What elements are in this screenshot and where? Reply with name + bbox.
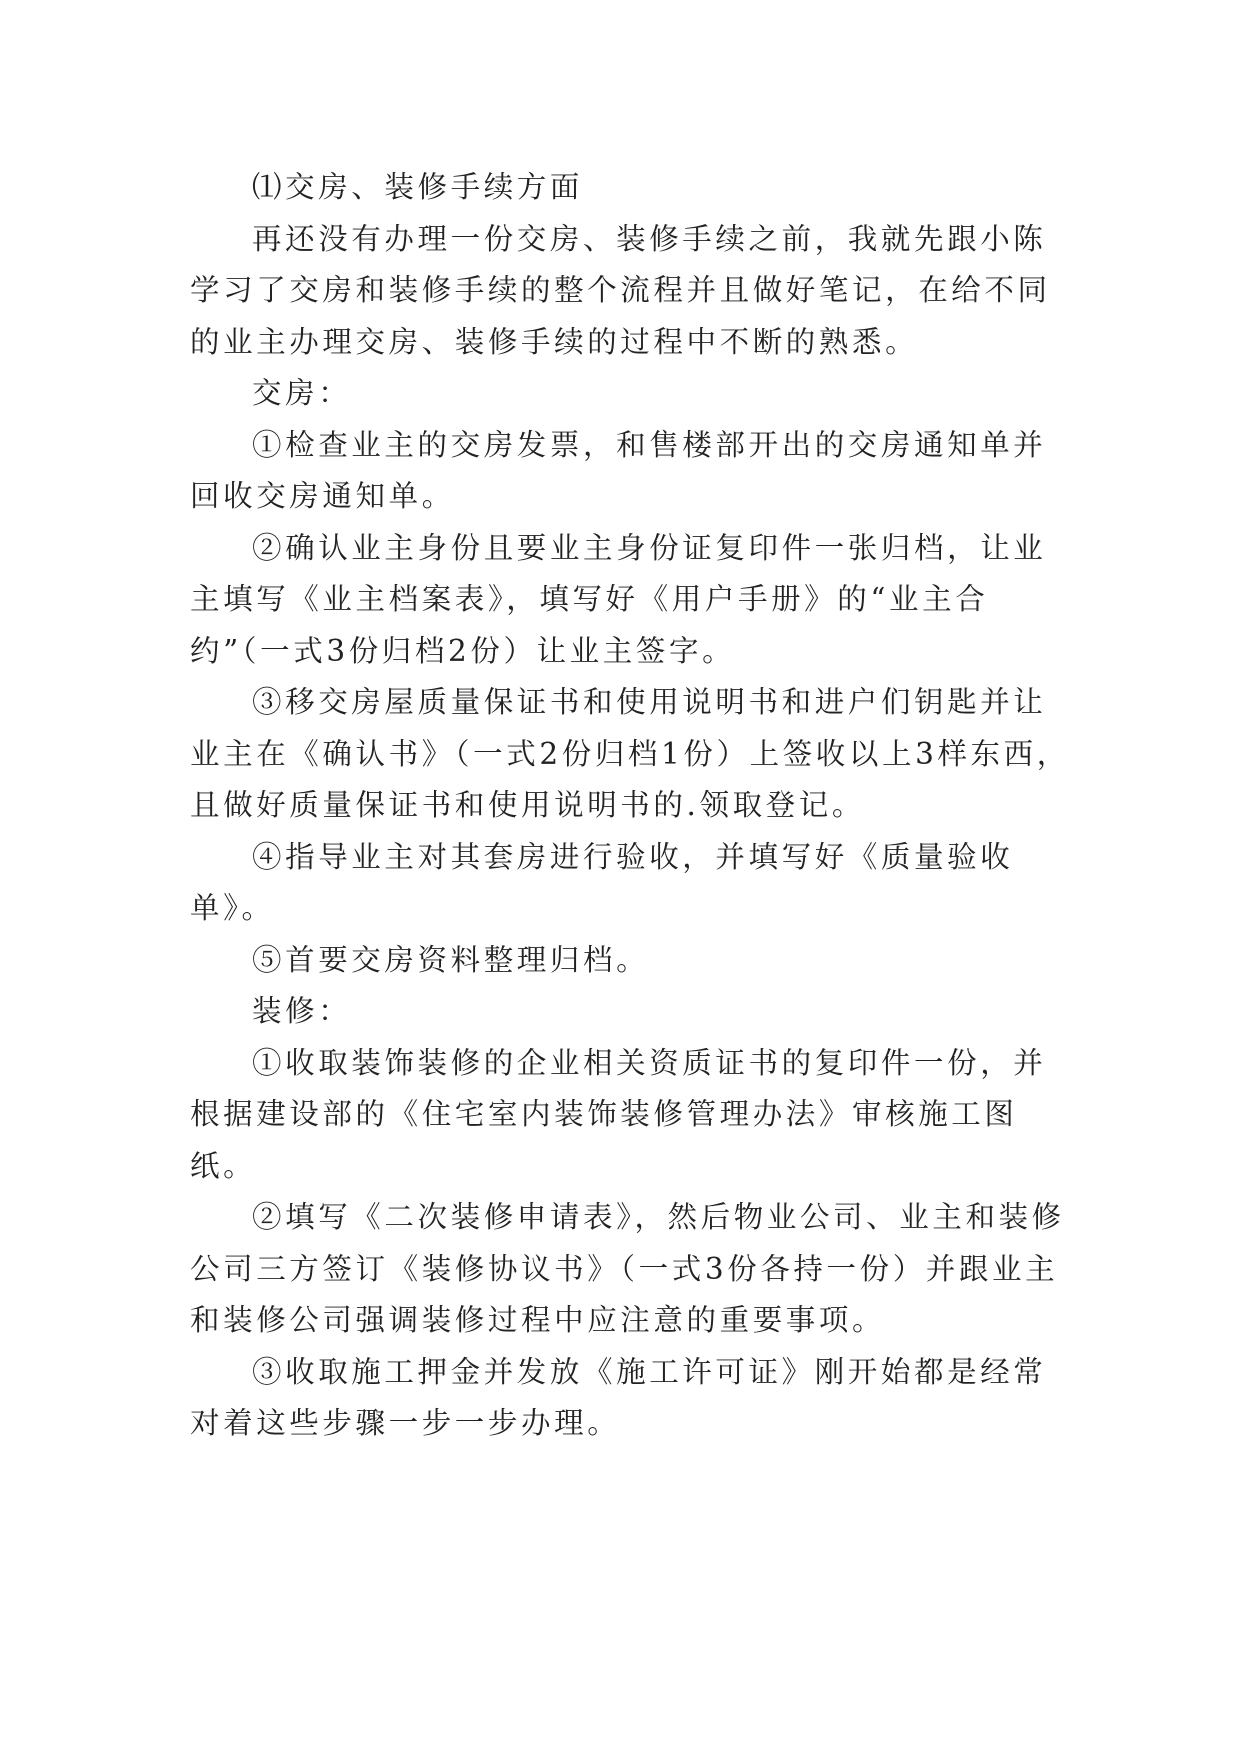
handover-step-1: ①检查业主的交房发票，和售楼部开出的交房通知单并回收交房通知单。 [190,427,1047,513]
renovation-step-3: ③收取施工押金并发放《施工许可证》刚开始都是经常对着这些步骤一步一步办理。 [190,1354,1047,1440]
handover-step-3: ③移交房屋质量保证书和使用说明书和进户们钥匙并让业主在《确认书》（一式2份归档1份）上签收以上3样东西，且做好质量保证书和使用说明书的.领取登记。 [190,685,1070,822]
section-heading: ⑴交房、装修手续方面 [252,170,584,204]
handover-step-4: ④指导业主对其套房进行验收，并填写好《质量验收单》。 [190,839,1014,925]
handover-heading: 交房： [252,376,352,410]
renovation-step-2: ②填写《二次装修申请表》，然后物业公司、业主和装修公司三方签订《装修协议书》（一式3份各持一份）并跟业主和装修公司强调装修过程中应注意的重要事项。 [190,1200,1065,1337]
document-body [190,162,1070,1450]
handover-step-2: ②确认业主身份且要业主身份证复印件一张归档，让业主填写《业主档案表》，填写好《用户手册》的“业主合约”（一式3份归档2份）让业主签字。 [190,530,1047,668]
intro-paragraph: 再还没有办理一份交房、装修手续之前，我就先跟小陈学习了交房和装修手续的整个流程并且做好笔记，在给不同的业主办理交房、装修手续的过程中不断的熟悉。 [190,221,1051,359]
renovation-step-1: ①收取装饰装修的企业相关资质证书的复印件一份，并根据建设部的《住宅室内装饰装修管理办法》审核施工图纸。 [190,1045,1047,1183]
renovation-heading: 装修： [252,994,352,1028]
handover-step-5: ⑤首要交房资料整理归档。 [252,942,650,977]
